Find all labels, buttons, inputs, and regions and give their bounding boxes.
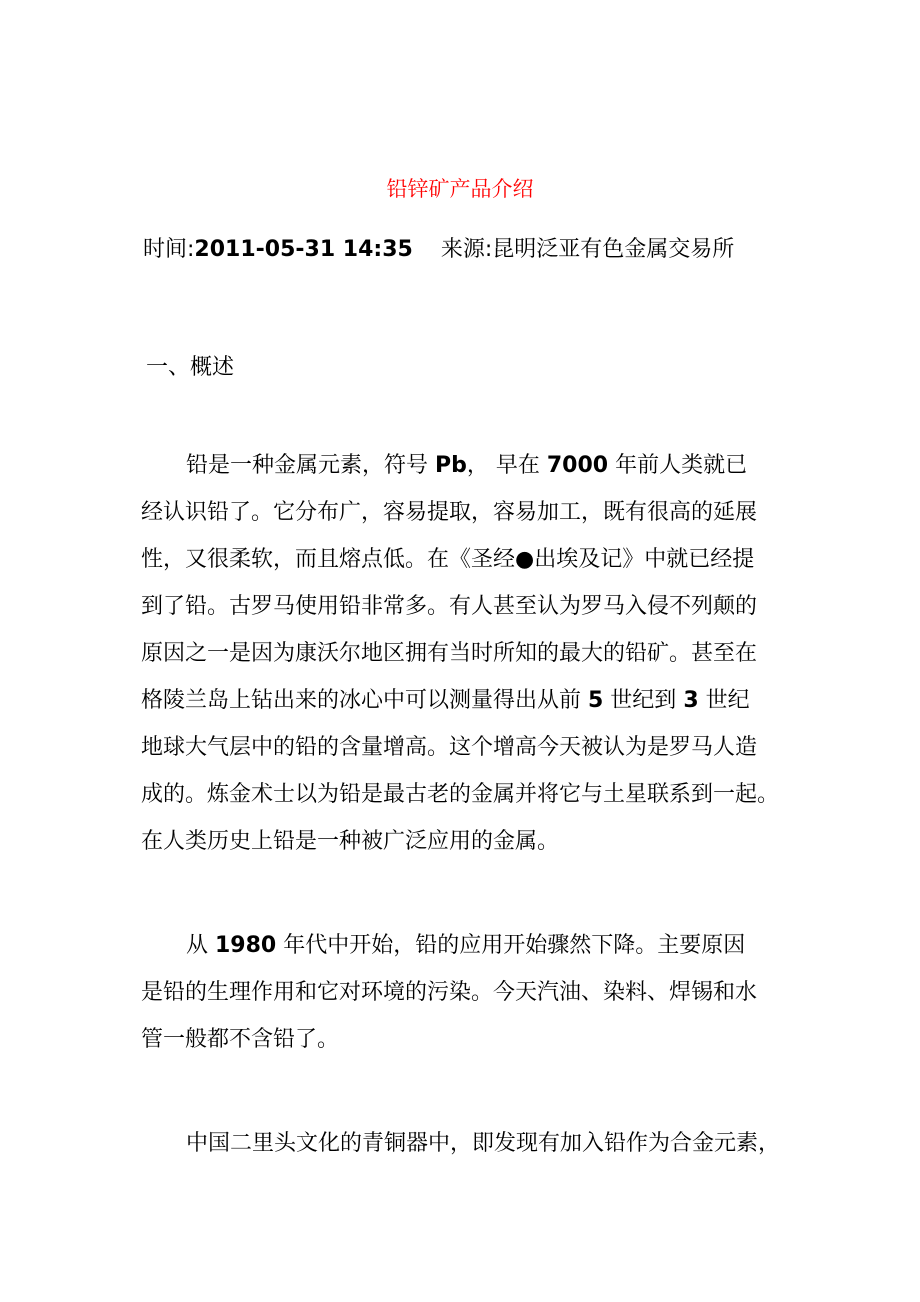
time-value: 2011-05-31 14:35	[194, 237, 413, 262]
text-run: ， 早在	[466, 453, 547, 478]
text-run: 从	[186, 933, 215, 958]
paragraph-line	[141, 442, 801, 489]
paragraph-line	[141, 630, 801, 677]
text-run: 铅是一种金属元素，符号	[186, 453, 435, 478]
paragraph-line	[141, 1016, 801, 1063]
text-run: 3	[683, 688, 699, 713]
text-run: 原因之一是因为康沃尔地区拥有当时所知的最大的铅矿。甚至在	[141, 641, 758, 666]
paragraph-line	[141, 724, 801, 771]
paragraph-overview-history	[141, 442, 801, 865]
paragraph-line	[141, 677, 801, 724]
paragraph-line	[141, 1120, 801, 1167]
text-run: 管一般都不含铅了。	[141, 1027, 340, 1052]
text-run: 年代中开始，铅的应用开始骤然下降。主要原因	[276, 933, 746, 958]
paragraph-erlitou	[141, 1120, 801, 1167]
text-run: 成的。炼金术士以为铅是最古老的金属并将它与土星联系到一起。	[141, 782, 780, 807]
text-run: 1980	[215, 933, 277, 958]
document-title: 铅锌矿产品介绍	[386, 177, 534, 201]
text-run: 年前人类就已	[608, 453, 748, 478]
paragraph-line	[141, 922, 801, 969]
text-run: 在人类历史上铅是一种被广泛应用的金属。	[141, 829, 560, 854]
paragraph-line	[141, 771, 801, 818]
paragraph-line	[141, 536, 801, 583]
text-run: 中国二里头文化的青铜器中，即发现有加入铅作为合金元素，	[186, 1131, 781, 1156]
text-run: 格陵兰岛上钻出来的冰心中可以测量得出从前	[141, 688, 588, 713]
text-run: 5	[588, 688, 604, 713]
text-run: 地球大气层中的铅的含量增高。这个增高今天被认为是罗马人造	[141, 735, 758, 760]
section-heading: 一、概述	[146, 355, 235, 380]
article-meta	[143, 232, 843, 268]
text-run: 经认识铅了。它分布广，容易提取，容易加工，既有很高的延展	[141, 500, 758, 525]
text-run: 性，又很柔软，而且熔点低。在《圣经●出埃及记》中就已经提	[141, 547, 755, 572]
source-label: 来源:	[440, 237, 493, 262]
source-value: 昆明泛亚有色金属交易所	[492, 237, 735, 262]
text-run: 世纪到	[603, 688, 684, 713]
paragraph-line	[141, 583, 801, 630]
paragraph-decline	[141, 922, 801, 1063]
text-run: 到了铅。古罗马使用铅非常多。有人甚至认为罗马入侵不列颠的	[141, 594, 758, 619]
paragraph-line	[141, 969, 801, 1016]
text-run: 世纪	[698, 688, 750, 713]
text-run: Pb	[435, 453, 467, 478]
text-run: 7000	[546, 453, 609, 478]
paragraph-line	[141, 818, 801, 865]
time-label: 时间:	[143, 237, 195, 262]
paragraph-line	[141, 489, 801, 536]
text-run: 是铅的生理作用和它对环境的污染。今天汽油、染料、焊锡和水	[141, 980, 758, 1005]
